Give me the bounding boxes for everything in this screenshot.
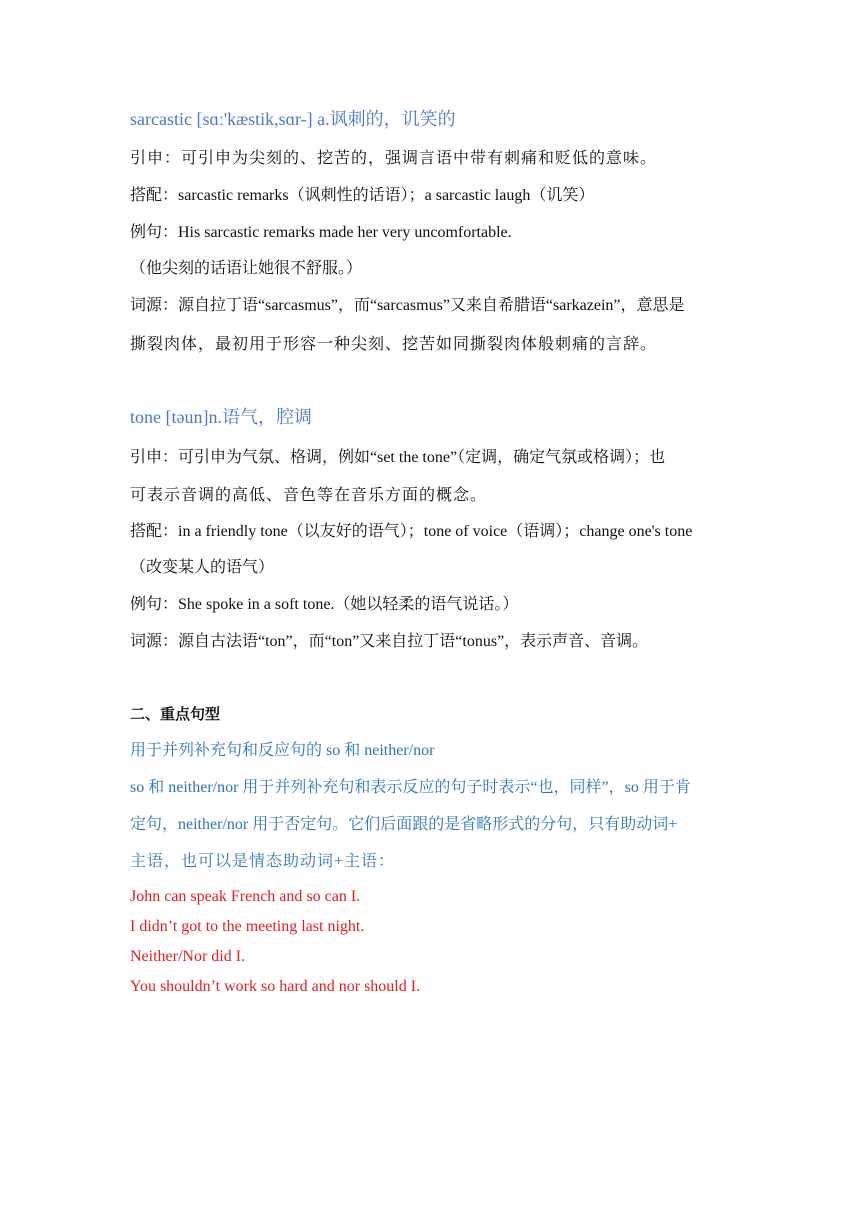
collocation-sarcastic: 搭配：sarcastic remarks（讽刺性的话语）；a sarcastic laugh（讥笑） [130,187,595,204]
headword-tone: tone [təun]n.语气，腔调 [130,407,312,427]
section-title: 二、重点句型 [130,705,221,723]
example-sentence: I didn’t got to the meeting last night. [130,918,365,935]
section-explanation-line2: 定句，neither/nor 用于否定句。它们后面跟的是省略形式的分句，只有助动词+ [130,816,678,833]
section-explanation-line1: so 和 neither/nor 用于并列补充句和表示反应的句子时表示“也，同样”，so 用于肯 [130,779,691,796]
etymology-sarcastic-line1: 词源：源自拉丁语“sarcasmus”，而“sarcasmus”又来自希腊语“sarkazein”，意思是 [130,297,685,314]
extension-tone-line2: 可表示音调的高低、音色等在音乐方面的概念。 [130,487,488,504]
document-page [130,0,732,1216]
collocation-tone-line1: 搭配：in a friendly tone（以友好的语气）；tone of voice（语调）；change one's tone [130,523,693,540]
example-sarcastic: 例句：His sarcastic remarks made her very uncomfortable. [130,224,512,241]
example-translation-sarcastic: （他尖刻的话语让她很不舒服。） [130,260,363,277]
example-sentence: John can speak French and so can I. [130,888,361,905]
etymology-tone: 词源：源自古法语“ton”，而“ton”又来自拉丁语“tonus”，表示声音、音调。 [130,633,649,650]
extension-sarcastic: 引申：可引申为尖刻的、挖苦的，强调言语中带有刺痛和贬低的意味。 [130,150,658,167]
example-tone: 例句：She spoke in a soft tone.（她以轻柔的语气说话。） [130,596,519,613]
extension-tone-line1: 引申：可引申为气氛、格调，例如“set the tone”（定调，确定气氛或格调）；也 [130,449,666,466]
collocation-tone-line2: （改变某人的语气） [130,559,275,576]
example-sentence: Neither/Nor did I. [130,948,246,965]
headword-sarcastic: sarcastic [sɑː'kæstik,sɑr-] a.讽刺的，讥笑的 [130,109,456,129]
section-subtitle: 用于并列补充句和反应句的 so 和 neither/nor [130,742,435,759]
section-explanation-line3: 主语，也可以是情态助动词+主语： [130,853,396,870]
etymology-sarcastic-line2: 撕裂肉体，最初用于形容一种尖刻、挖苦如同撕裂肉体般刺痛的言辞。 [130,336,658,353]
example-sentence: You shouldn’t work so hard and nor should I. [130,978,421,995]
